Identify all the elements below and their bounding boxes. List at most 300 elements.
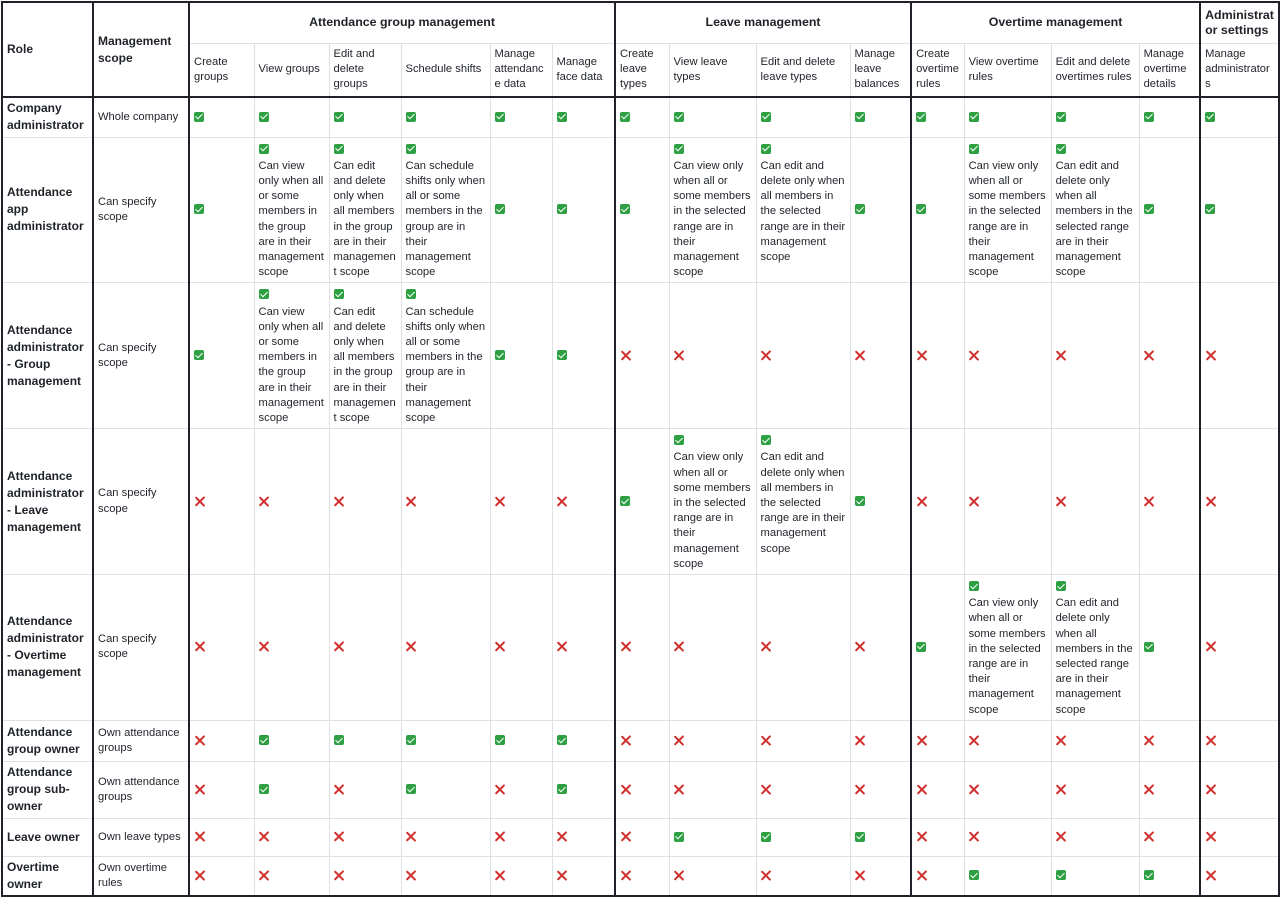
cross-mark-icon — [259, 831, 270, 842]
permission-cell — [1139, 818, 1200, 856]
check-mark-icon — [557, 784, 567, 794]
permission-cell — [669, 137, 756, 283]
permission-cell — [401, 720, 490, 761]
check-mark-icon — [969, 870, 979, 880]
table-row — [2, 429, 1279, 575]
cross-mark-icon — [194, 496, 205, 507]
check-mark-icon — [557, 112, 567, 122]
permission-cell — [490, 856, 552, 896]
cross-mark-icon — [1205, 350, 1216, 361]
permission-cell — [1139, 283, 1200, 429]
role-column-header: Role — [2, 2, 93, 97]
check-mark-icon — [406, 784, 416, 794]
permission-cell — [254, 856, 329, 896]
permission-cell — [552, 283, 615, 429]
cross-mark-icon — [495, 870, 506, 881]
permission-cell — [552, 429, 615, 575]
permission-cell — [1139, 429, 1200, 575]
permission-cell — [490, 97, 552, 137]
permission-cell — [911, 720, 964, 761]
check-mark-icon — [334, 112, 344, 122]
permission-cell — [911, 283, 964, 429]
cross-mark-icon — [855, 735, 866, 746]
permission-note: Can view only when all or some members in the group are in their management scope — [258, 159, 324, 279]
permission-cell — [189, 137, 254, 283]
permission-cell — [911, 761, 964, 818]
permission-cell — [756, 574, 850, 720]
permission-cell — [401, 137, 490, 283]
permission-cell — [552, 856, 615, 896]
permission-cell — [189, 574, 254, 720]
cross-mark-icon — [495, 831, 506, 842]
role-cell: Attendance administrator - Group management — [2, 283, 93, 429]
cross-mark-icon — [916, 350, 927, 361]
permission-cell — [911, 429, 964, 575]
permission-cell — [911, 856, 964, 896]
permission-cell — [1200, 574, 1279, 720]
permission-cell — [756, 761, 850, 818]
column-header: View groups — [254, 43, 329, 97]
permission-cell — [401, 818, 490, 856]
scope-cell: Can specify scope — [93, 283, 189, 429]
permission-cell — [552, 818, 615, 856]
permission-cell — [1200, 97, 1279, 137]
check-mark-icon — [194, 112, 204, 122]
role-cell: Company administrator — [2, 97, 93, 137]
cross-mark-icon — [1144, 496, 1155, 507]
permission-cell — [850, 720, 911, 761]
permission-cell — [964, 574, 1051, 720]
permission-note: Can view only when all or some members in the selected range are in their management scope — [968, 597, 1046, 716]
cross-mark-icon — [406, 641, 417, 652]
cross-mark-icon — [620, 641, 631, 652]
permission-cell — [552, 574, 615, 720]
permission-cell — [490, 137, 552, 283]
table-row — [2, 97, 1279, 137]
table-row — [2, 137, 1279, 283]
check-mark-icon — [406, 144, 416, 154]
permission-cell — [615, 429, 669, 575]
check-mark-icon — [259, 112, 269, 122]
role-cell: Attendance administrator - Overtime management — [2, 574, 93, 720]
check-mark-icon — [916, 112, 926, 122]
cross-mark-icon — [969, 496, 980, 507]
permission-cell — [552, 137, 615, 283]
permission-cell — [401, 429, 490, 575]
cross-mark-icon — [761, 350, 772, 361]
column-header: Create groups — [189, 43, 254, 97]
cross-mark-icon — [194, 641, 205, 652]
scope-cell: Own overtime rules — [93, 856, 189, 896]
role-cell: Attendance administrator - Leave management — [2, 429, 93, 575]
permission-cell — [1139, 761, 1200, 818]
role-cell: Overtime owner — [2, 856, 93, 896]
check-mark-icon — [194, 204, 204, 214]
check-mark-icon — [334, 735, 344, 745]
cross-mark-icon — [259, 641, 270, 652]
permission-cell — [964, 283, 1051, 429]
cross-mark-icon — [916, 831, 927, 842]
check-mark-icon — [495, 204, 505, 214]
permission-cell — [254, 429, 329, 575]
check-mark-icon — [1056, 581, 1066, 591]
permission-cell — [254, 574, 329, 720]
check-mark-icon — [761, 832, 771, 842]
cross-mark-icon — [406, 831, 417, 842]
cross-mark-icon — [334, 496, 345, 507]
check-mark-icon — [855, 112, 865, 122]
cross-mark-icon — [674, 350, 685, 361]
cross-mark-icon — [969, 831, 980, 842]
permission-cell — [669, 856, 756, 896]
permission-cell — [254, 283, 329, 429]
permission-cell — [401, 97, 490, 137]
cross-mark-icon — [495, 641, 506, 652]
permission-cell — [1200, 283, 1279, 429]
permission-cell — [552, 97, 615, 137]
permission-cell — [615, 818, 669, 856]
permission-cell — [490, 720, 552, 761]
check-mark-icon — [969, 581, 979, 591]
check-mark-icon — [916, 204, 926, 214]
permission-cell — [850, 761, 911, 818]
permission-cell — [1051, 856, 1139, 896]
cross-mark-icon — [259, 496, 270, 507]
check-mark-icon — [406, 112, 416, 122]
cross-mark-icon — [1056, 350, 1067, 361]
check-mark-icon — [620, 112, 630, 122]
cross-mark-icon — [620, 870, 631, 881]
check-mark-icon — [620, 496, 630, 506]
check-mark-icon — [557, 350, 567, 360]
column-header: Edit and delete overtimes rules — [1051, 43, 1139, 97]
check-mark-icon — [1144, 204, 1154, 214]
cross-mark-icon — [855, 641, 866, 652]
permission-cell — [490, 574, 552, 720]
permission-cell — [615, 761, 669, 818]
permission-note: Can edit and delete only when all members in the selected range are in their management scope — [760, 159, 846, 263]
permission-cell — [401, 856, 490, 896]
permission-cell — [669, 761, 756, 818]
permission-cell — [254, 97, 329, 137]
permission-cell — [552, 720, 615, 761]
cross-mark-icon — [557, 870, 568, 881]
permission-cell — [964, 429, 1051, 575]
check-mark-icon — [855, 496, 865, 506]
check-mark-icon — [969, 144, 979, 154]
cross-mark-icon — [916, 870, 927, 881]
cross-mark-icon — [194, 870, 205, 881]
permission-cell — [490, 429, 552, 575]
cross-mark-icon — [495, 784, 506, 795]
cross-mark-icon — [620, 735, 631, 746]
cross-mark-icon — [855, 350, 866, 361]
permission-cell — [669, 818, 756, 856]
column-header: Edit and delete groups — [329, 43, 401, 97]
table-row — [2, 761, 1279, 818]
permission-cell — [490, 283, 552, 429]
check-mark-icon — [259, 289, 269, 299]
permission-cell — [254, 137, 329, 283]
check-mark-icon — [1056, 144, 1066, 154]
check-mark-icon — [194, 350, 204, 360]
permission-cell — [756, 818, 850, 856]
cross-mark-icon — [620, 831, 631, 842]
permission-note: Can schedule shifts only when all or some members in the group are in their management scope — [405, 159, 486, 279]
cross-mark-icon — [557, 496, 568, 507]
cross-mark-icon — [1144, 350, 1155, 361]
column-header: Manage overtime details — [1139, 43, 1200, 97]
permission-cell — [329, 137, 401, 283]
cross-mark-icon — [969, 350, 980, 361]
check-mark-icon — [674, 112, 684, 122]
cross-mark-icon — [1144, 784, 1155, 795]
permission-cell — [401, 574, 490, 720]
permission-cell — [329, 97, 401, 137]
permission-cell — [1200, 137, 1279, 283]
permission-note: Can view only when all or some members in the selected range are in their management scope — [673, 451, 751, 570]
permission-cell — [911, 818, 964, 856]
permission-cell — [615, 720, 669, 761]
check-mark-icon — [259, 735, 269, 745]
cross-mark-icon — [406, 496, 417, 507]
permission-cell — [850, 818, 911, 856]
cross-mark-icon — [969, 784, 980, 795]
permission-cell — [189, 761, 254, 818]
check-mark-icon — [495, 735, 505, 745]
permission-cell — [189, 720, 254, 761]
column-header: View overtime rules — [964, 43, 1051, 97]
permission-cell — [756, 97, 850, 137]
check-mark-icon — [406, 289, 416, 299]
permission-cell — [254, 720, 329, 761]
cross-mark-icon — [334, 870, 345, 881]
cross-mark-icon — [761, 641, 772, 652]
permission-cell — [964, 137, 1051, 283]
scope-column-header: Management scope — [93, 2, 189, 97]
cross-mark-icon — [674, 735, 685, 746]
column-header: Schedule shifts — [401, 43, 490, 97]
column-header: Manage face data — [552, 43, 615, 97]
check-mark-icon — [761, 112, 771, 122]
permission-cell — [911, 137, 964, 283]
cross-mark-icon — [334, 784, 345, 795]
cross-mark-icon — [916, 496, 927, 507]
permission-cell — [756, 720, 850, 761]
cross-mark-icon — [194, 831, 205, 842]
check-mark-icon — [855, 832, 865, 842]
scope-cell: Can specify scope — [93, 137, 189, 283]
check-mark-icon — [557, 204, 567, 214]
cross-mark-icon — [761, 870, 772, 881]
cross-mark-icon — [194, 784, 205, 795]
column-header: Edit and delete leave types — [756, 43, 850, 97]
permission-cell — [1051, 137, 1139, 283]
column-header: Create leave types — [615, 43, 669, 97]
column-header: Manage attendance data — [490, 43, 552, 97]
table-row — [2, 283, 1279, 429]
column-header: Manage leave balances — [850, 43, 911, 97]
permission-note: Can schedule shifts only when all or some members in the group are in their management scope — [405, 305, 486, 424]
overtime-group-header: Overtime management — [911, 2, 1200, 43]
permission-cell — [490, 761, 552, 818]
cross-mark-icon — [620, 784, 631, 795]
check-mark-icon — [1205, 204, 1215, 214]
cross-mark-icon — [194, 735, 205, 746]
scope-cell: Own leave types — [93, 818, 189, 856]
permission-cell — [401, 283, 490, 429]
permission-cell — [329, 429, 401, 575]
cross-mark-icon — [1205, 735, 1216, 746]
permission-cell — [254, 818, 329, 856]
check-mark-icon — [406, 735, 416, 745]
cross-mark-icon — [1205, 496, 1216, 507]
permission-cell — [911, 97, 964, 137]
permission-cell — [1139, 856, 1200, 896]
permission-cell — [850, 97, 911, 137]
role-cell: Attendance group sub-owner — [2, 761, 93, 818]
check-mark-icon — [674, 435, 684, 445]
permission-cell — [615, 283, 669, 429]
check-mark-icon — [674, 832, 684, 842]
permission-note: Can view only when all or some members in the group are in their management scope — [258, 305, 324, 424]
permission-cell — [552, 761, 615, 818]
permission-cell — [1051, 97, 1139, 137]
permission-cell — [490, 818, 552, 856]
scope-cell: Can specify scope — [93, 429, 189, 575]
check-mark-icon — [1205, 112, 1215, 122]
table-row — [2, 856, 1279, 896]
permission-cell — [964, 761, 1051, 818]
permission-cell — [756, 856, 850, 896]
cross-mark-icon — [1205, 870, 1216, 881]
cross-mark-icon — [1056, 496, 1067, 507]
permission-cell — [669, 574, 756, 720]
permission-cell — [1139, 574, 1200, 720]
permission-note: Can edit and delete only when all members in the group are in their management scope — [333, 159, 396, 279]
check-mark-icon — [620, 204, 630, 214]
cross-mark-icon — [259, 870, 270, 881]
permission-cell — [189, 818, 254, 856]
permission-cell — [329, 856, 401, 896]
permission-cell — [189, 283, 254, 429]
permission-note: Can view only when all or some members in the selected range are in their management scope — [968, 159, 1046, 279]
permission-cell — [1200, 761, 1279, 818]
permission-cell — [756, 283, 850, 429]
check-mark-icon — [674, 144, 684, 154]
permission-cell — [1139, 720, 1200, 761]
check-mark-icon — [495, 350, 505, 360]
permission-cell — [189, 856, 254, 896]
cross-mark-icon — [761, 735, 772, 746]
check-mark-icon — [855, 204, 865, 214]
permission-cell — [615, 856, 669, 896]
cross-mark-icon — [557, 641, 568, 652]
permission-cell — [850, 137, 911, 283]
permission-cell — [1051, 720, 1139, 761]
cross-mark-icon — [1144, 831, 1155, 842]
cross-mark-icon — [916, 735, 927, 746]
permission-cell — [911, 574, 964, 720]
permission-cell — [1051, 818, 1139, 856]
permission-cell — [669, 429, 756, 575]
check-mark-icon — [761, 435, 771, 445]
permissions-table-container — [1, 1, 1278, 891]
cross-mark-icon — [855, 870, 866, 881]
check-mark-icon — [1144, 112, 1154, 122]
permission-cell — [850, 856, 911, 896]
permission-cell — [1200, 429, 1279, 575]
cross-mark-icon — [855, 784, 866, 795]
cross-mark-icon — [1056, 831, 1067, 842]
permission-cell — [850, 429, 911, 575]
check-mark-icon — [495, 112, 505, 122]
permission-cell — [329, 720, 401, 761]
permission-cell — [669, 720, 756, 761]
admin-group-header: Administrator settings — [1200, 2, 1279, 43]
permission-cell — [1200, 720, 1279, 761]
check-mark-icon — [916, 642, 926, 652]
permission-cell — [329, 574, 401, 720]
permission-cell — [756, 429, 850, 575]
check-mark-icon — [259, 144, 269, 154]
check-mark-icon — [1056, 112, 1066, 122]
permission-cell — [615, 574, 669, 720]
check-mark-icon — [334, 289, 344, 299]
cross-mark-icon — [674, 870, 685, 881]
permission-cell — [964, 720, 1051, 761]
permission-cell — [1200, 818, 1279, 856]
permission-cell — [669, 283, 756, 429]
permission-cell — [189, 429, 254, 575]
scope-cell: Own attendance groups — [93, 761, 189, 818]
role-cell: Attendance app administrator — [2, 137, 93, 283]
attendance-group-header: Attendance group management — [189, 2, 615, 43]
check-mark-icon — [1144, 870, 1154, 880]
permission-cell — [254, 761, 329, 818]
check-mark-icon — [259, 784, 269, 794]
cross-mark-icon — [334, 831, 345, 842]
permission-cell — [1200, 856, 1279, 896]
scope-cell: Whole company — [93, 97, 189, 137]
permission-cell — [964, 818, 1051, 856]
cross-mark-icon — [1056, 735, 1067, 746]
cross-mark-icon — [674, 784, 685, 795]
permission-note: Can edit and delete only when all members in the selected range are in their management scope — [1055, 159, 1133, 279]
cross-mark-icon — [406, 870, 417, 881]
permission-cell — [329, 283, 401, 429]
permission-cell — [1051, 574, 1139, 720]
permissions-table — [1, 1, 1280, 897]
column-header: Create overtime rules — [911, 43, 964, 97]
permission-cell — [401, 761, 490, 818]
scope-cell: Own attendance groups — [93, 720, 189, 761]
check-mark-icon — [557, 735, 567, 745]
permission-cell — [964, 856, 1051, 896]
permission-cell — [1139, 137, 1200, 283]
permission-cell — [850, 574, 911, 720]
permission-cell — [189, 97, 254, 137]
cross-mark-icon — [761, 784, 772, 795]
table-row — [2, 720, 1279, 761]
cross-mark-icon — [1205, 784, 1216, 795]
scope-cell: Can specify scope — [93, 574, 189, 720]
permission-note: Can edit and delete only when all members in the selected range are in their management scope — [760, 451, 846, 555]
cross-mark-icon — [1205, 831, 1216, 842]
permission-note: Can edit and delete only when all members in the selected range are in their management scope — [1055, 597, 1133, 716]
cross-mark-icon — [557, 831, 568, 842]
column-header: Manage administrators — [1200, 43, 1279, 97]
